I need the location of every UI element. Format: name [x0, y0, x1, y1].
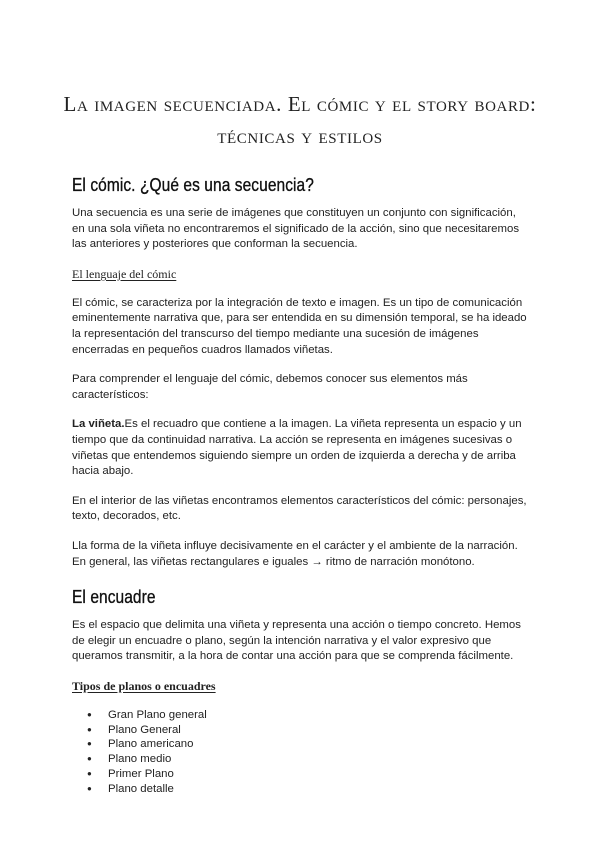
list-item: ● Gran Plano general — [72, 708, 528, 723]
document-title-line-1: La imagen secuenciada. El cómic y el story board: — [63, 92, 537, 116]
subheading-lenguaje-comic: El lenguaje del cómic — [72, 266, 177, 281]
subheading-tipos-planos: Tipos de planos o encuadres — [72, 678, 216, 693]
term-vineta: La viñeta. — [72, 418, 125, 431]
planos-list — [72, 708, 528, 797]
section-heading-encuadre: El encuadre — [72, 587, 156, 608]
document-title-line-2: técnicas y estilos — [217, 124, 383, 148]
list-item: ● Primer Plano — [72, 767, 528, 782]
paragraph-interior: En el interior de las viñetas encontramos elementos característicos del cómic: personajes, texto, decorados, etc. — [72, 494, 527, 523]
paragraph-vineta — [72, 417, 528, 479]
paragraph-comprender: Para comprender el lenguaje del cómic, debemos conocer sus elementos más característicos: — [72, 373, 468, 401]
paragraph-encuadre: Es el espacio que delimita una viñeta y representa una acción o tiempo concreto. Hemos de elegir un encuadre o plano, según la intención narrativa y el valor expresivo que queramos transmitir, a la hora de contar una acción para que se comprenda fácilmente. — [72, 619, 521, 663]
list-item: ● Plano General — [72, 723, 528, 738]
document-body — [72, 172, 528, 797]
list-item: ● Plano americano — [72, 737, 528, 752]
paragraph-secuencia: Una secuencia es una serie de imágenes que constituyen un conjunto con significación, en una sola viñeta no encontraremos el significado de la acción, sino que necesitaremos las anteriores y posteriores que conforman la secuencia. — [72, 207, 520, 251]
list-item: ● Plano detalle — [72, 782, 528, 797]
vineta-definition: Es el recuadro que contiene a la imagen. La viñeta representa un espacio y un tiempo que da continuidad narrativa. La acción se representa en imágenes sucesivas o viñetas que entendemos siguiendo siempre un orden de izquierda a derecha y de arriba hacia abajo. — [72, 418, 522, 478]
section-heading-comic: El cómic. ¿Qué es una secuencia? — [72, 175, 314, 195]
document-title — [40, 88, 560, 152]
list-item: ● Plano medio — [72, 752, 528, 767]
paragraph-forma: Lla forma de la viñeta influye decisivamente en el carácter y el ambiente de la narración. En general, las viñetas rectangulares e iguales → ritmo de narración monótono. — [72, 539, 518, 568]
paragraph-caracteriza: El cómic, se caracteriza por la integración de texto e imagen. Es un tipo de comunicación eminentemente narrativa que, para ser entendida en su dimensión temporal, se ha ideado la representación del transcurso del tiempo mediante una sucesión de imágenes encerradas en pequeños cuadros llamados viñetas. — [72, 296, 527, 356]
